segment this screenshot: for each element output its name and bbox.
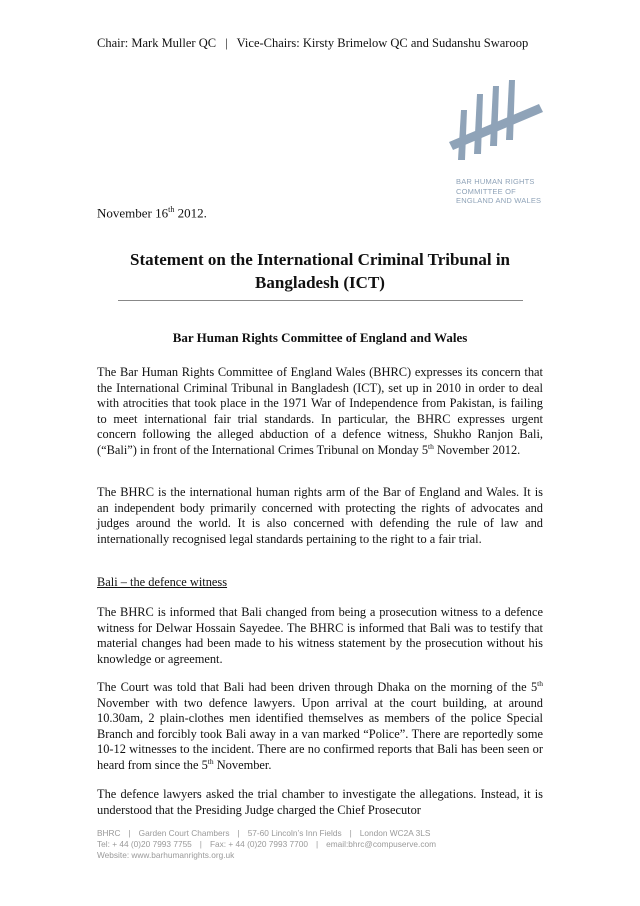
page-subtitle: Bar Human Rights Committee of England and Wales [172, 330, 468, 345]
paragraph-defence-request: The defence lawyers asked the trial chamber to investigate the allegations. Instead, it is understood that the Presiding Judge charged the Chief Prosecutor [97, 787, 543, 817]
tally-marks-logo-icon [443, 80, 553, 170]
letterhead-officers [97, 36, 567, 51]
paragraph-intro: The Bar Human Rights Committee of England Wales (BHRC) expresses its concern that the International Criminal Tribunal in Bangladesh (ICT), set up in 2010 in order to deal with atrocities that took place in the 1971 War of Independence from Pakistan, is failing to meet international fair trial standards. In particular, the BHRC expresses urgent concern following the alleged abduction of a defence witness, Shukho Ranjon Bali, (“Bali”) in front of the International Crimes Tribunal on Monday 5th November 2012. [97, 365, 543, 457]
section-heading-bali: Bali – the defence witness [97, 575, 228, 589]
page-title: Statement on the International Criminal Tribunal in Bangladesh (ICT) [129, 250, 510, 292]
paragraph-bali-witness: The BHRC is informed that Bali changed from being a prosecution witness to a defence witness for Delwar Hossain Sayedee. The BHRC is informed that Bali was to testify that material changes had been made to his witness statement by the prosecution without his knowledge or agreement. [97, 605, 543, 666]
paragraph-abduction: The Court was told that Bali had been driven through Dhaka on the morning of the 5th November with two defence lawyers. Upon arrival at the court building, at around 10.30am, 2 plain-clothes men identified themselves as members of the police Special Branch and forcibly took Bali away in a van marked “Police”. There are reportedly some 10-12 witnesses to the incident. There are no confirmed reports that Bali has been seen or heard from since the 5th November. [97, 678, 543, 772]
footer-address-row: BHRC | Garden Court Chambers | 57-60 Lincoln’s Inn Fields | London WC2A 3LS [97, 828, 431, 838]
logo-wordmark [456, 177, 576, 206]
vice-chairs-names: Vice-Chairs: Kirsty Brimelow QC and Sudanshu Swaroop [236, 36, 529, 50]
footer-contact-row: Tel: + 44 (0)20 7993 7755 | Fax: + 44 (0)20 7993 7700 | email:bhrc@compuserve.com [97, 839, 437, 849]
letterhead-footer [97, 828, 567, 861]
title-divider [118, 300, 523, 301]
logo-line-3: ENGLAND AND WALES [456, 196, 542, 205]
logo-line-2: COMMITTEE OF [456, 186, 516, 196]
header-separator: | [225, 36, 228, 50]
logo-line-1: BAR HUMAN RIGHTS [456, 177, 535, 186]
statement-date: November 16th 2012. [97, 205, 207, 221]
paragraph-about-bhrc: The BHRC is the international human rights arm of the Bar of England and Wales. It is an independent body primarily concerned with protecting the rights of advocates and judges around the world. It is also concerned with defending the rule of law and internationally recognised legal standards pertaining to the right to a fair trial. [97, 485, 543, 546]
chair-name: Chair: Mark Muller QC [97, 36, 217, 50]
footer-website-row: Website: www.barhumanrights.org.uk [97, 850, 235, 860]
